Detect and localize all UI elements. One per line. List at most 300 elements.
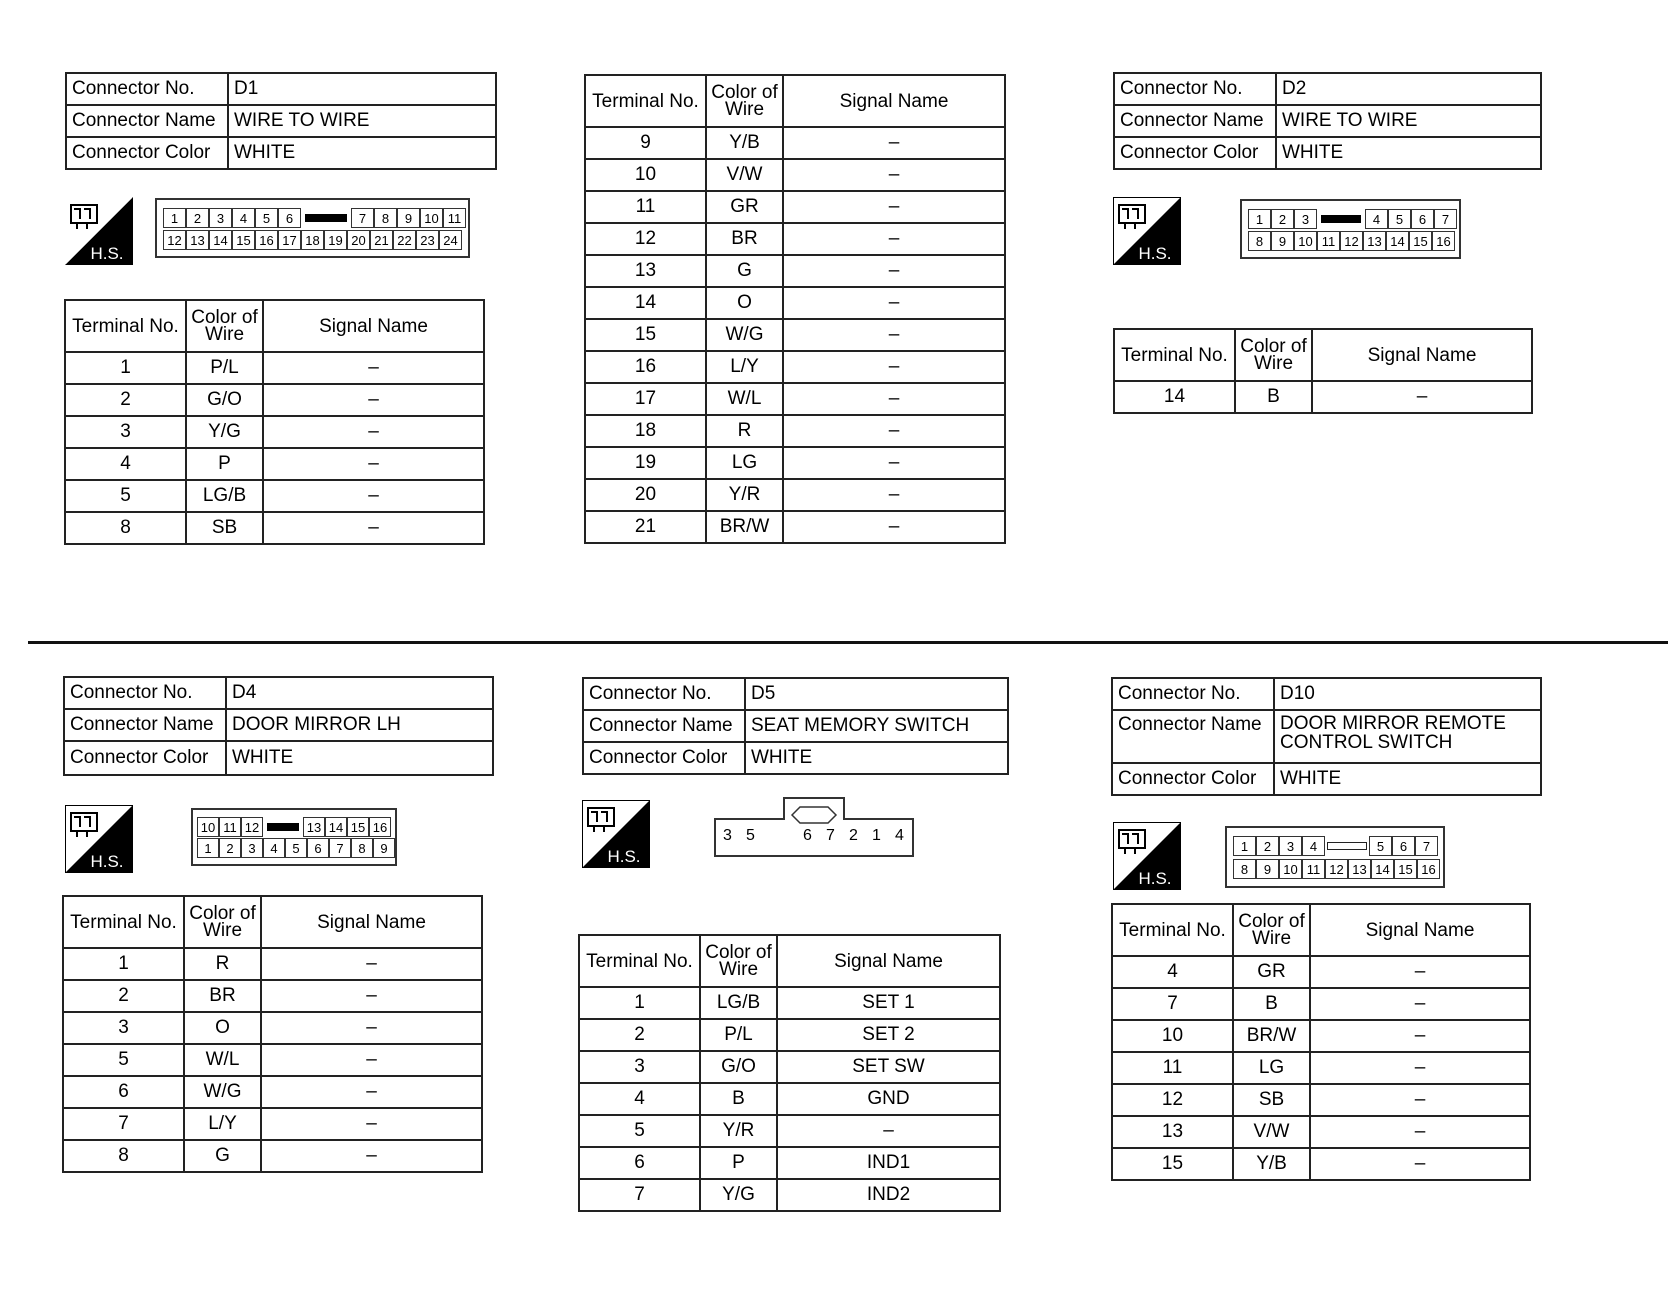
signal-name-cell: – [783,223,1005,255]
signal-name-cell: IND2 [777,1179,1000,1211]
signal-name-cell: – [783,255,1005,287]
d2-connector-name: WIRE TO WIRE [1276,105,1541,137]
connector-pin: 5 [255,208,278,228]
connector-pin: 10 [1294,231,1317,251]
connector-pin: 11 [1317,231,1340,251]
d4-connector-color: WHITE [226,741,493,775]
wire-color-cell: B [700,1083,777,1115]
signal-name-cell: – [1310,1052,1530,1084]
signal-name-cell: – [777,1115,1000,1147]
terminal-cell: 14 [585,287,706,319]
d2-pin-row-bottom [1248,231,1455,251]
hs-icon [1113,197,1181,265]
signal-name-cell: – [263,480,484,512]
connector-pin: 7 [1434,209,1457,229]
header-color-of-wire: Color of Wire [1233,904,1310,956]
connector-pin: 11 [219,817,241,837]
table-row [579,1083,1000,1115]
signal-name-cell: – [783,127,1005,159]
wire-color-cell: L/Y [184,1108,261,1140]
terminal-cell: 2 [65,384,186,416]
header-terminal-no: Terminal No. [63,896,184,948]
terminal-cell: 12 [585,223,706,255]
wire-color-cell: Y/B [706,127,783,159]
connector-lock [1327,842,1367,850]
header-color-of-wire: Color of Wire [186,300,263,352]
connector-pin: 14 [325,817,347,837]
d5-connector-no: D5 [745,678,1008,710]
wire-color-cell: W/G [706,319,783,351]
wire-color-cell: LG/B [186,480,263,512]
terminal-cell: 12 [1112,1084,1233,1116]
connector-lock [267,823,299,831]
table-row [63,1076,482,1108]
connector-pin: 10 [197,817,219,837]
connector-pin: 6 [1392,836,1415,856]
wire-color-cell: BR/W [706,511,783,543]
terminal-cell: 20 [585,479,706,511]
signal-name-cell: – [263,352,484,384]
label-connector-color: Connector Color [1112,763,1274,795]
table-row [65,416,484,448]
table-row [585,351,1005,383]
terminal-cell: 10 [1112,1020,1233,1052]
table-row [585,511,1005,543]
terminal-cell: 5 [63,1044,184,1076]
hs-label: H.S. [1138,244,1172,263]
terminal-cell: 2 [579,1019,700,1051]
header-signal-name: Signal Name [261,896,482,948]
terminal-cell: 4 [579,1083,700,1115]
connector-pin: 13 [186,230,209,250]
connector-pin: 7 [1415,836,1438,856]
connector-pin: 11 [443,208,466,228]
connector-pin: 13 [1363,231,1386,251]
wire-color-cell: G [184,1140,261,1172]
table-row [65,480,484,512]
signal-name-cell: – [783,447,1005,479]
hs-label: H.S. [90,244,124,263]
connector-pin: 6 [278,208,301,228]
wire-color-cell: W/G [184,1076,261,1108]
wire-color-cell: R [184,948,261,980]
connector-pin: 7 [826,827,835,844]
wire-color-cell: LG [1233,1052,1310,1084]
table-row [585,191,1005,223]
connector-pin: 9 [1256,859,1279,879]
terminal-cell: 10 [585,159,706,191]
connector-key [769,827,803,847]
wire-color-cell: V/W [1233,1116,1310,1148]
terminal-cell: 4 [65,448,186,480]
label-connector-no: Connector No. [66,73,228,105]
terminal-cell: 11 [1112,1052,1233,1084]
wire-color-cell: BR [184,980,261,1012]
wire-color-cell: B [1235,381,1312,413]
connector-pin: 1 [163,208,186,228]
table-row [585,319,1005,351]
terminal-cell: 11 [585,191,706,223]
wire-color-cell: G/O [186,384,263,416]
terminal-cell: 1 [63,948,184,980]
terminal-cell: 18 [585,415,706,447]
connector-pin: 15 [1409,231,1432,251]
wire-color-cell: BR [706,223,783,255]
table-row [585,159,1005,191]
connector-pin: 8 [351,838,373,858]
label-connector-no: Connector No. [64,677,226,709]
table-row [585,223,1005,255]
label-connector-no: Connector No. [1112,678,1274,710]
table-row [579,1051,1000,1083]
wire-color-cell: O [706,287,783,319]
connector-pin: 15 [1394,859,1417,879]
header-signal-name: Signal Name [777,935,1000,987]
table-row [1112,1084,1530,1116]
signal-name-cell: – [783,287,1005,319]
wire-color-cell: P [186,448,263,480]
terminal-cell: 5 [579,1115,700,1147]
connector-pin: 4 [1302,836,1325,856]
header-terminal-no: Terminal No. [65,300,186,352]
d1-connector-no: D1 [228,73,496,105]
header-terminal-no: Terminal No. [579,935,700,987]
header-color-of-wire: Color of Wire [700,935,777,987]
label-connector-color: Connector Color [1114,137,1276,169]
d5-info-table [582,677,1009,775]
terminal-cell: 15 [585,319,706,351]
signal-name-cell: GND [777,1083,1000,1115]
label-connector-no: Connector No. [1114,73,1276,105]
wire-color-cell: SB [186,512,263,544]
connector-pin: 16 [255,230,278,250]
connector-pin: 16 [1417,859,1440,879]
label-connector-color: Connector Color [66,137,228,169]
signal-name-cell: SET 1 [777,987,1000,1019]
wire-color-cell: G [706,255,783,287]
d10-pin-row-bottom [1233,859,1440,879]
terminal-cell: 13 [585,255,706,287]
label-connector-name: Connector Name [583,710,745,742]
table-row [1114,381,1532,413]
connector-pin: 8 [1248,231,1271,251]
signal-name-cell: – [261,980,482,1012]
wire-color-cell: Y/G [700,1179,777,1211]
table-row [65,512,484,544]
wire-color-cell: LG/B [700,987,777,1019]
label-connector-no: Connector No. [583,678,745,710]
table-row [63,1108,482,1140]
connector-pin: 6 [1411,209,1434,229]
d4-terminal-table [62,895,483,1173]
connector-key [1325,836,1369,856]
hs-icon [65,197,133,265]
d1-connector-face [155,198,470,258]
table-row [63,980,482,1012]
d4-connector-no: D4 [226,677,493,709]
terminal-cell: 6 [63,1076,184,1108]
d10-connector-face [1225,826,1445,888]
signal-name-cell: – [783,383,1005,415]
section-divider [28,641,1668,644]
signal-name-cell: – [1310,1148,1530,1180]
connector-pin: 3 [723,827,732,844]
signal-name-cell: – [263,448,484,480]
connector-pin: 10 [1279,859,1302,879]
wire-color-cell: B [1233,988,1310,1020]
terminal-cell: 13 [1112,1116,1233,1148]
signal-name-cell: SET 2 [777,1019,1000,1051]
wire-color-cell: R [706,415,783,447]
d10-connector-no: D10 [1274,678,1541,710]
connector-pin: 11 [1302,859,1325,879]
connector-pin: 1 [1248,209,1271,229]
d2-terminal-table [1113,328,1533,414]
signal-name-cell: – [263,384,484,416]
wire-color-cell: P/L [186,352,263,384]
terminal-cell: 8 [65,512,186,544]
table-row [1112,1020,1530,1052]
signal-name-cell: – [783,351,1005,383]
signal-name-cell: – [261,948,482,980]
connector-pin: 5 [746,827,755,844]
wire-color-cell: L/Y [706,351,783,383]
connector-pin: 19 [324,230,347,250]
d1-connector-name: WIRE TO WIRE [228,105,496,137]
connector-pin: 5 [285,838,307,858]
connector-pin: 5 [1369,836,1392,856]
connector-pin: 14 [1386,231,1409,251]
table-row [579,1019,1000,1051]
wire-color-cell: LG [706,447,783,479]
terminal-cell: 1 [579,987,700,1019]
d10-pin-row-top [1233,836,1438,856]
connector-pin: 10 [420,208,443,228]
table-row [1112,956,1530,988]
terminal-cell: 3 [579,1051,700,1083]
d10-connector-name: DOOR MIRROR REMOTE CONTROL SWITCH [1274,710,1541,763]
wire-color-cell: G/O [700,1051,777,1083]
wire-color-cell: P [700,1147,777,1179]
signal-name-cell: – [783,511,1005,543]
signal-name-cell: – [783,319,1005,351]
d10-terminal-table [1111,903,1531,1181]
connector-pin: 7 [329,838,351,858]
d2-connector-face [1240,199,1461,259]
connector-pin: 2 [219,838,241,858]
connector-lock [1321,215,1361,223]
d2-info-table [1113,72,1542,170]
d4-connector-face [191,808,397,866]
terminal-cell: 16 [585,351,706,383]
d2-connector-no: D2 [1276,73,1541,105]
table-row [65,352,484,384]
signal-name-cell: – [261,1140,482,1172]
table-row [1112,1052,1530,1084]
connector-pin: 2 [1256,836,1279,856]
connector-pin: 6 [803,827,812,844]
terminal-cell: 7 [63,1108,184,1140]
table-row [1112,1148,1530,1180]
header-signal-name: Signal Name [263,300,484,352]
label-connector-color: Connector Color [583,742,745,774]
connector-pin: 2 [849,827,858,844]
connector-pin: 4 [263,838,285,858]
terminal-cell: 3 [63,1012,184,1044]
terminal-cell: 7 [579,1179,700,1211]
wire-color-cell: GR [706,191,783,223]
terminal-cell: 1 [65,352,186,384]
wire-color-cell: W/L [184,1044,261,1076]
d1-cont-terminal-table [584,74,1006,544]
connector-pin: 23 [416,230,439,250]
table-row [65,384,484,416]
signal-name-cell: IND1 [777,1147,1000,1179]
table-row [65,448,484,480]
signal-name-cell: – [261,1012,482,1044]
connector-pin: 21 [370,230,393,250]
connector-pin: 2 [186,208,209,228]
d10-info-table [1111,677,1542,796]
table-row [63,1140,482,1172]
hs-label: H.S. [90,852,124,871]
label-connector-color: Connector Color [64,741,226,775]
table-row [585,415,1005,447]
table-row [585,287,1005,319]
connector-key [1317,209,1365,229]
connector-pin: 16 [1432,231,1455,251]
connector-pin: 15 [232,230,255,250]
d4-pin-row-bottom [197,838,395,858]
wire-color-cell: Y/R [700,1115,777,1147]
d5-connector-color: WHITE [745,742,1008,774]
signal-name-cell: – [261,1076,482,1108]
table-row [585,383,1005,415]
header-terminal-no: Terminal No. [1114,329,1235,381]
connector-pin: 9 [1271,231,1294,251]
header-signal-name: Signal Name [783,75,1005,127]
signal-name-cell: – [263,512,484,544]
signal-name-cell: – [783,415,1005,447]
wire-color-cell: SB [1233,1084,1310,1116]
terminal-cell: 19 [585,447,706,479]
connector-pin: 18 [301,230,324,250]
terminal-cell: 6 [579,1147,700,1179]
signal-name-cell: – [261,1044,482,1076]
terminal-cell: 17 [585,383,706,415]
label-connector-name: Connector Name [1114,105,1276,137]
table-row [585,447,1005,479]
d5-terminal-table [578,934,1001,1212]
connector-pin: 20 [347,230,370,250]
header-color-of-wire: Color of Wire [706,75,783,127]
connector-pin: 3 [209,208,232,228]
terminal-cell: 5 [65,480,186,512]
d1-connector-color: WHITE [228,137,496,169]
terminal-cell: 21 [585,511,706,543]
terminal-cell: 9 [585,127,706,159]
connector-pin: 2 [1271,209,1294,229]
signal-name-cell: – [1310,1116,1530,1148]
table-row [1112,988,1530,1020]
connector-pin: 12 [1325,859,1348,879]
connector-pin: 1 [872,827,881,844]
connector-pin: 12 [1340,231,1363,251]
table-row [1112,1116,1530,1148]
signal-name-cell: – [1310,1084,1530,1116]
wire-color-cell: O [184,1012,261,1044]
connector-pin: 14 [1371,859,1394,879]
connector-pin: 7 [351,208,374,228]
signal-name-cell: SET SW [777,1051,1000,1083]
connector-pin: 8 [1233,859,1256,879]
d10-connector-color: WHITE [1274,763,1541,795]
table-row [63,1012,482,1044]
wire-color-cell: Y/B [1233,1148,1310,1180]
table-row [579,1115,1000,1147]
wire-color-cell: W/L [706,383,783,415]
table-row [579,1147,1000,1179]
d5-connector-name: SEAT MEMORY SWITCH [745,710,1008,742]
connector-pin: 14 [209,230,232,250]
d1-pin-row-bottom [163,230,462,250]
connector-pin: 16 [369,817,391,837]
terminal-cell: 7 [1112,988,1233,1020]
terminal-cell: 3 [65,416,186,448]
header-color-of-wire: Color of Wire [184,896,261,948]
label-connector-name: Connector Name [1112,710,1274,763]
connector-lock [305,214,347,222]
d2-pin-row-top [1248,209,1457,229]
wire-color-cell: Y/G [186,416,263,448]
header-signal-name: Signal Name [1310,904,1530,956]
connector-pin: 3 [241,838,263,858]
table-row [585,127,1005,159]
label-connector-name: Connector Name [66,105,228,137]
connector-pin: 12 [163,230,186,250]
header-signal-name: Signal Name [1312,329,1532,381]
hs-icon [582,800,650,868]
d4-pin-row-top [197,817,391,837]
header-terminal-no: Terminal No. [1112,904,1233,956]
connector-pin: 4 [1365,209,1388,229]
d2-connector-color: WHITE [1276,137,1541,169]
connector-pin: 1 [197,838,219,858]
connector-pin: 13 [1348,859,1371,879]
table-row [63,948,482,980]
connector-pin: 4 [232,208,255,228]
hs-icon [65,805,133,873]
connector-pin: 4 [895,827,904,844]
d1-info-table [65,72,497,170]
header-terminal-no: Terminal No. [585,75,706,127]
wire-color-cell: GR [1233,956,1310,988]
terminal-cell: 4 [1112,956,1233,988]
signal-name-cell: – [1310,1020,1530,1052]
terminal-cell: 15 [1112,1148,1233,1180]
signal-name-cell: – [261,1108,482,1140]
connector-pin: 22 [393,230,416,250]
signal-name-cell: – [783,191,1005,223]
connector-pin: 17 [278,230,301,250]
signal-name-cell: – [783,479,1005,511]
d1-pin-row-top [163,208,466,228]
connector-pin: 3 [1294,209,1317,229]
table-row [585,255,1005,287]
terminal-cell: 2 [63,980,184,1012]
connector-pin: 8 [374,208,397,228]
connector-pin: 3 [1279,836,1302,856]
